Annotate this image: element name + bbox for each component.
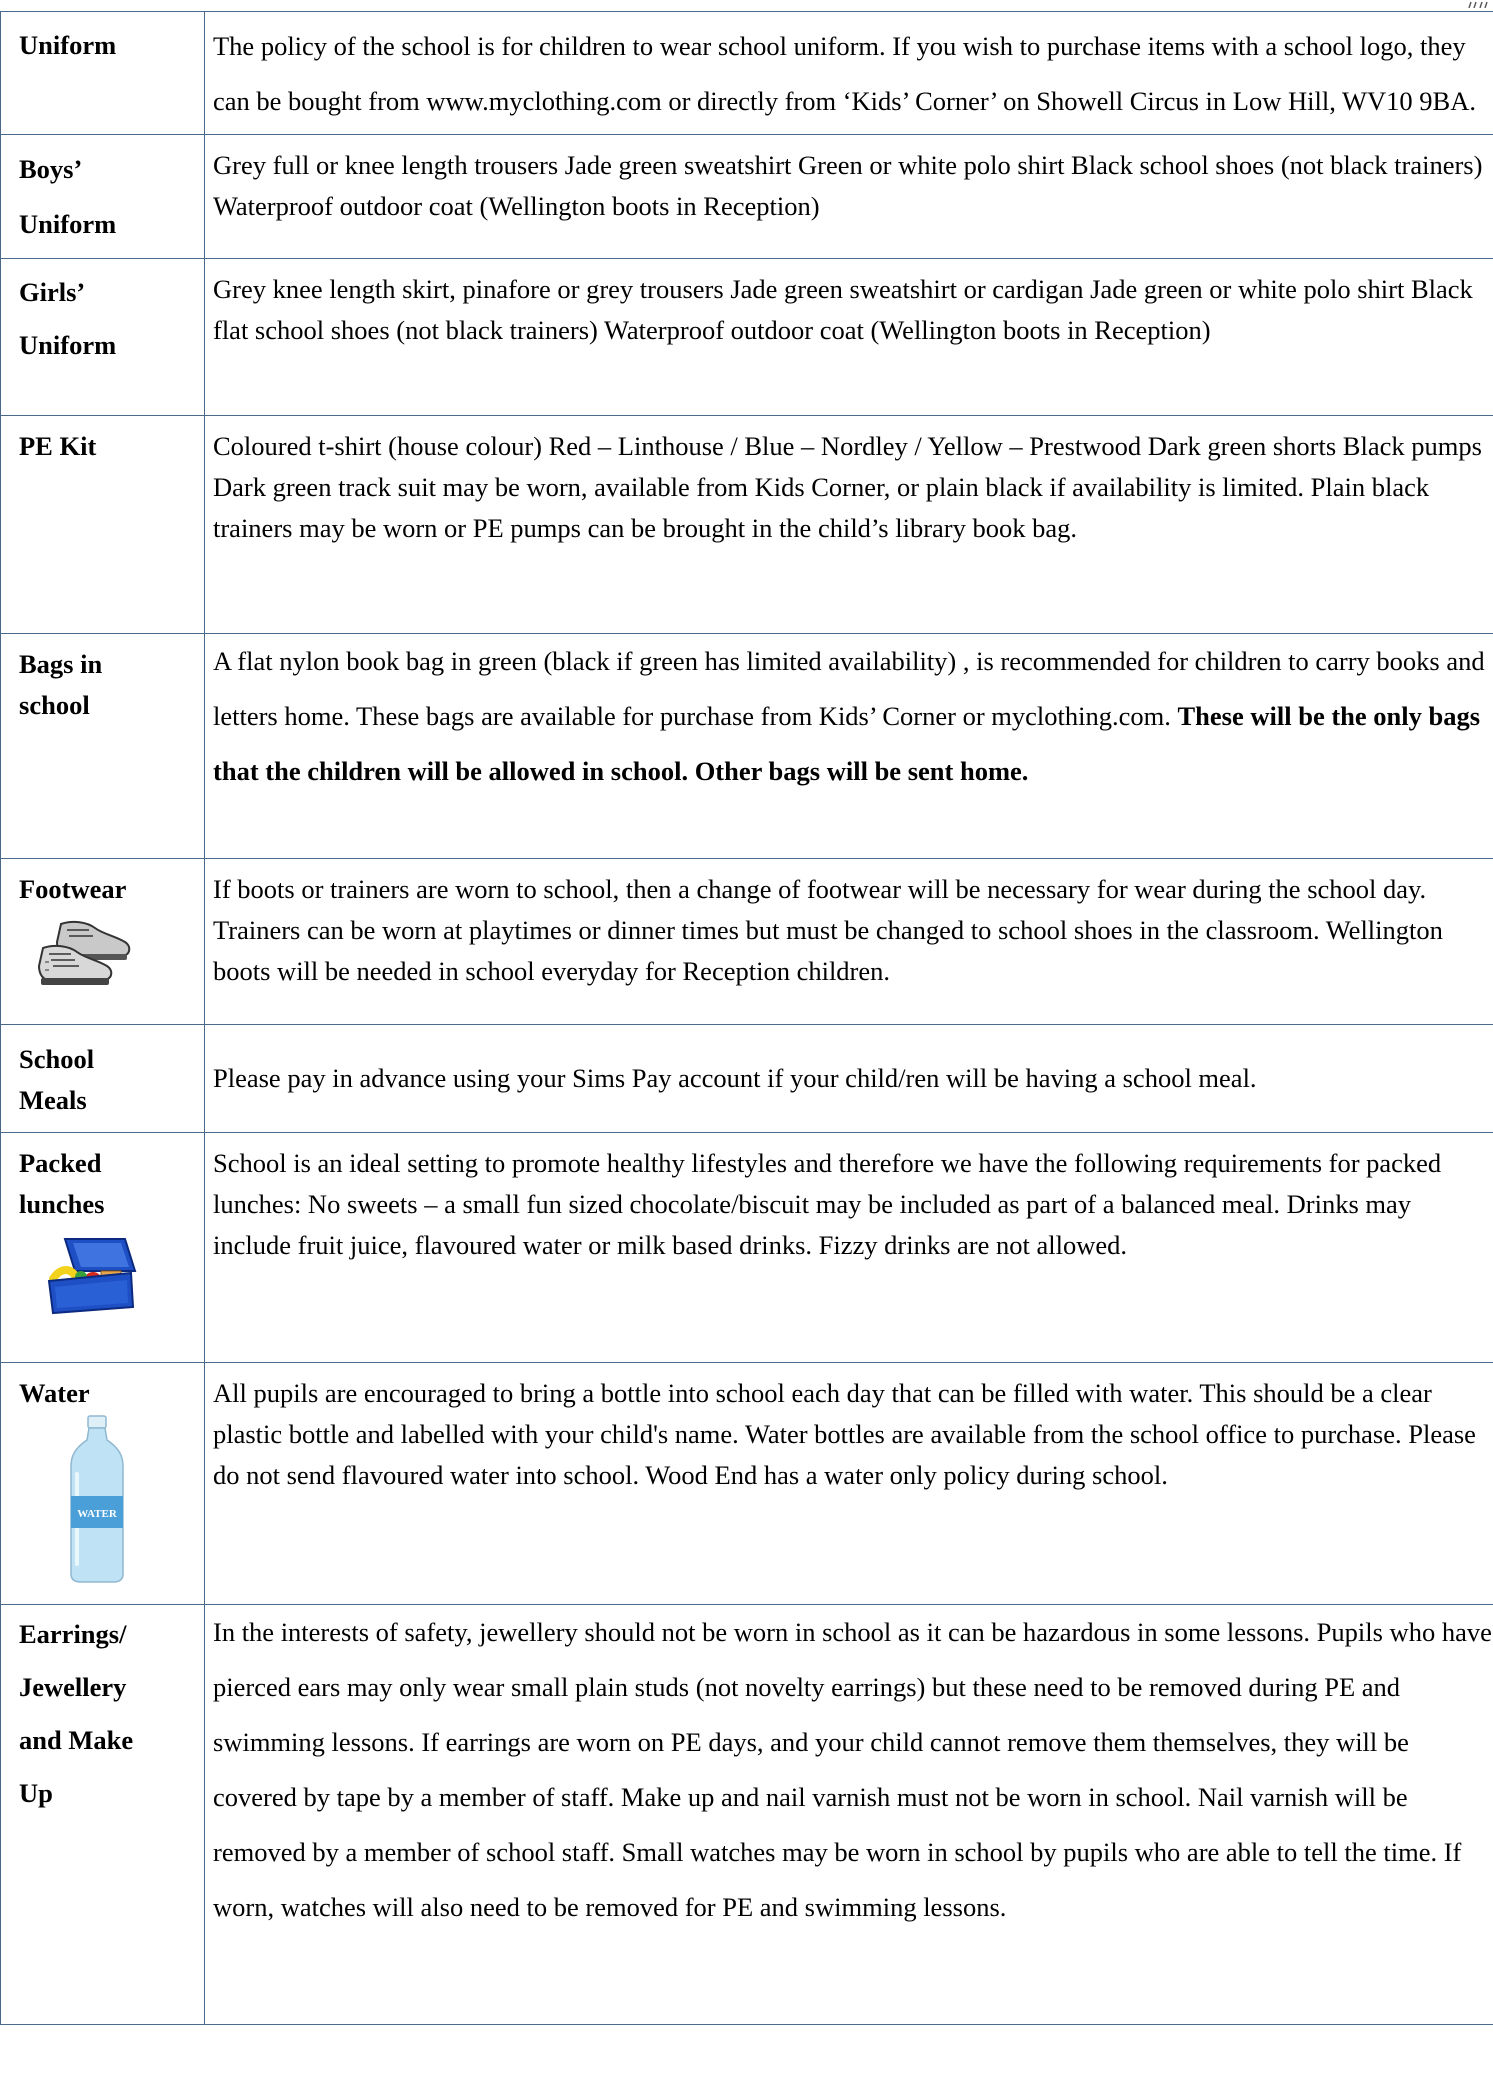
table-row	[1, 12, 1493, 135]
row-body-text: If boots or trainers are worn to school, then a change of footwear will be necessary for wear during the school day. Trainers can be worn at playtimes or dinner times but must be changed to school shoes in the classroom. Wellington boots will be needed in school everyday for Reception children.	[213, 874, 1443, 986]
table-row	[1, 634, 1493, 859]
row-text	[205, 859, 1493, 1025]
table-row	[1, 1025, 1493, 1133]
row-label-text: Uniform	[19, 30, 117, 60]
table-row	[1, 135, 1493, 259]
row-label-line: and Make	[19, 1725, 134, 1755]
row-text	[205, 12, 1493, 135]
lunchbox-icon	[43, 1233, 200, 1329]
row-text	[205, 1133, 1493, 1363]
row-label-line: Meals	[19, 1085, 87, 1115]
row-body-text: All pupils are encouraged to bring a bottle into school each day that can be filled with water. This should be a clear plastic bottle and labelled with your child's name. Water bottles are available from the school office to purchase. Please do not send flavoured water into school. Wood End has a water only policy during school.	[213, 1378, 1476, 1490]
row-label-line: school	[19, 690, 90, 720]
row-body-text: Please pay in advance using your Sims Pay account if your child/ren will be having a school meal.	[213, 1063, 1257, 1093]
row-label-line: Uniform	[19, 330, 117, 360]
policy-table	[0, 11, 1493, 2025]
row-label	[1, 1133, 205, 1363]
row-body-text: Grey full or knee length trousers Jade green sweatshirt Green or white polo shirt Black school shoes (not black trainers) Waterproof outdoor coat (Wellington boots in Reception)	[213, 150, 1483, 221]
row-label	[1, 416, 205, 634]
row-label	[1, 135, 205, 259]
table-row	[1, 859, 1493, 1025]
table-row	[1, 259, 1493, 416]
row-label	[1, 259, 205, 416]
row-label-line: Packed	[19, 1148, 102, 1178]
row-label-line: Girls’	[19, 277, 86, 307]
water-bottle-icon	[67, 1414, 200, 1596]
row-text	[205, 634, 1493, 859]
row-label-text: PE Kit	[19, 431, 97, 461]
row-label	[1, 1025, 205, 1133]
row-body-bold-text: These will be the only bags that the children will be allowed in school. Other bags will be sent home.	[213, 701, 1481, 786]
row-text	[205, 416, 1493, 634]
row-label	[1, 1363, 205, 1605]
row-body-text: A flat nylon book bag in green (black if green has limited availability) , is recommended for children to carry books and letters home. These bags are available for purchase from Kids’ Corner or myclothing.com.	[213, 646, 1485, 731]
row-label-text: Footwear	[19, 874, 127, 904]
row-label-line: School	[19, 1044, 95, 1074]
row-label-line: Uniform	[19, 209, 117, 239]
row-label-line: Boys’	[19, 154, 83, 184]
row-body-text: The policy of the school is for children to wear school uniform. If you wish to purchase items with a school logo, they can be bought from www.myclothing.com or directly from ‘Kids’ Corner’ on Showell Circus in Low Hill, WV10 9BA.	[213, 31, 1476, 116]
table-row	[1, 1605, 1493, 2025]
row-label	[1, 12, 205, 135]
row-text	[205, 1605, 1493, 2025]
row-text	[205, 259, 1493, 416]
row-label-text: Water	[19, 1378, 90, 1408]
row-label-line: Earrings/	[19, 1619, 127, 1649]
row-label-line: Bags in	[19, 649, 103, 679]
row-label	[1, 859, 205, 1025]
row-label-line: Up	[19, 1778, 53, 1808]
table-row	[1, 1363, 1493, 1605]
row-text	[205, 1363, 1493, 1605]
row-label	[1, 634, 205, 859]
row-label-line: Jewellery	[19, 1672, 127, 1702]
bottle-label-text: WATER	[77, 1508, 117, 1520]
table-row	[1, 416, 1493, 634]
table-row	[1, 1133, 1493, 1363]
corner-mark-icon	[1467, 0, 1489, 8]
row-body-text: School is an ideal setting to promote healthy lifestyles and therefore we have the following requirements for packed lunches: No sweets – a small fun sized chocolate/biscuit may be included as part of a balanced meal. Drinks may include fruit juice, flavoured water or milk based drinks. Fizzy drinks are not allowed.	[213, 1148, 1442, 1260]
row-text	[205, 1025, 1493, 1133]
row-label-line: lunches	[19, 1189, 105, 1219]
row-body-text: In the interests of safety, jewellery should not be worn in school as it can be hazardous in some lessons. Pupils who have pierced ears may only wear small plain studs (not novelty earrings) but these need to be removed during PE and swimming lessons. If earrings are worn on PE days, and your child cannot remove them themselves, they will be covered by tape by a member of staff. Make up and nail varnish must not be worn in school. Nail varnish will be removed by a member of school staff. Small watches may be worn in school by pupils who are able to tell the time. If worn, watches will also need to be removed for PE and swimming lessons.	[213, 1617, 1492, 1922]
row-body-text: Grey knee length skirt, pinafore or grey trousers Jade green sweatshirt or cardigan Jade green or white polo shirt Black flat school shoes (not black trainers) Waterproof outdoor coat (Wellington boots in Reception)	[213, 274, 1473, 345]
row-text	[205, 135, 1493, 259]
row-body-text: Coloured t-shirt (house colour) Red – Linthouse / Blue – Nordley / Yellow – Prestwood Dark green shorts Black pumps Dark green track suit may be worn, available from Kids Corner, or plain black if availability is limited. Plain black trainers may be worn or PE pumps can be brought in the child’s library book bag.	[213, 431, 1482, 543]
row-label	[1, 1605, 205, 2025]
shoes-icon	[33, 914, 200, 1006]
